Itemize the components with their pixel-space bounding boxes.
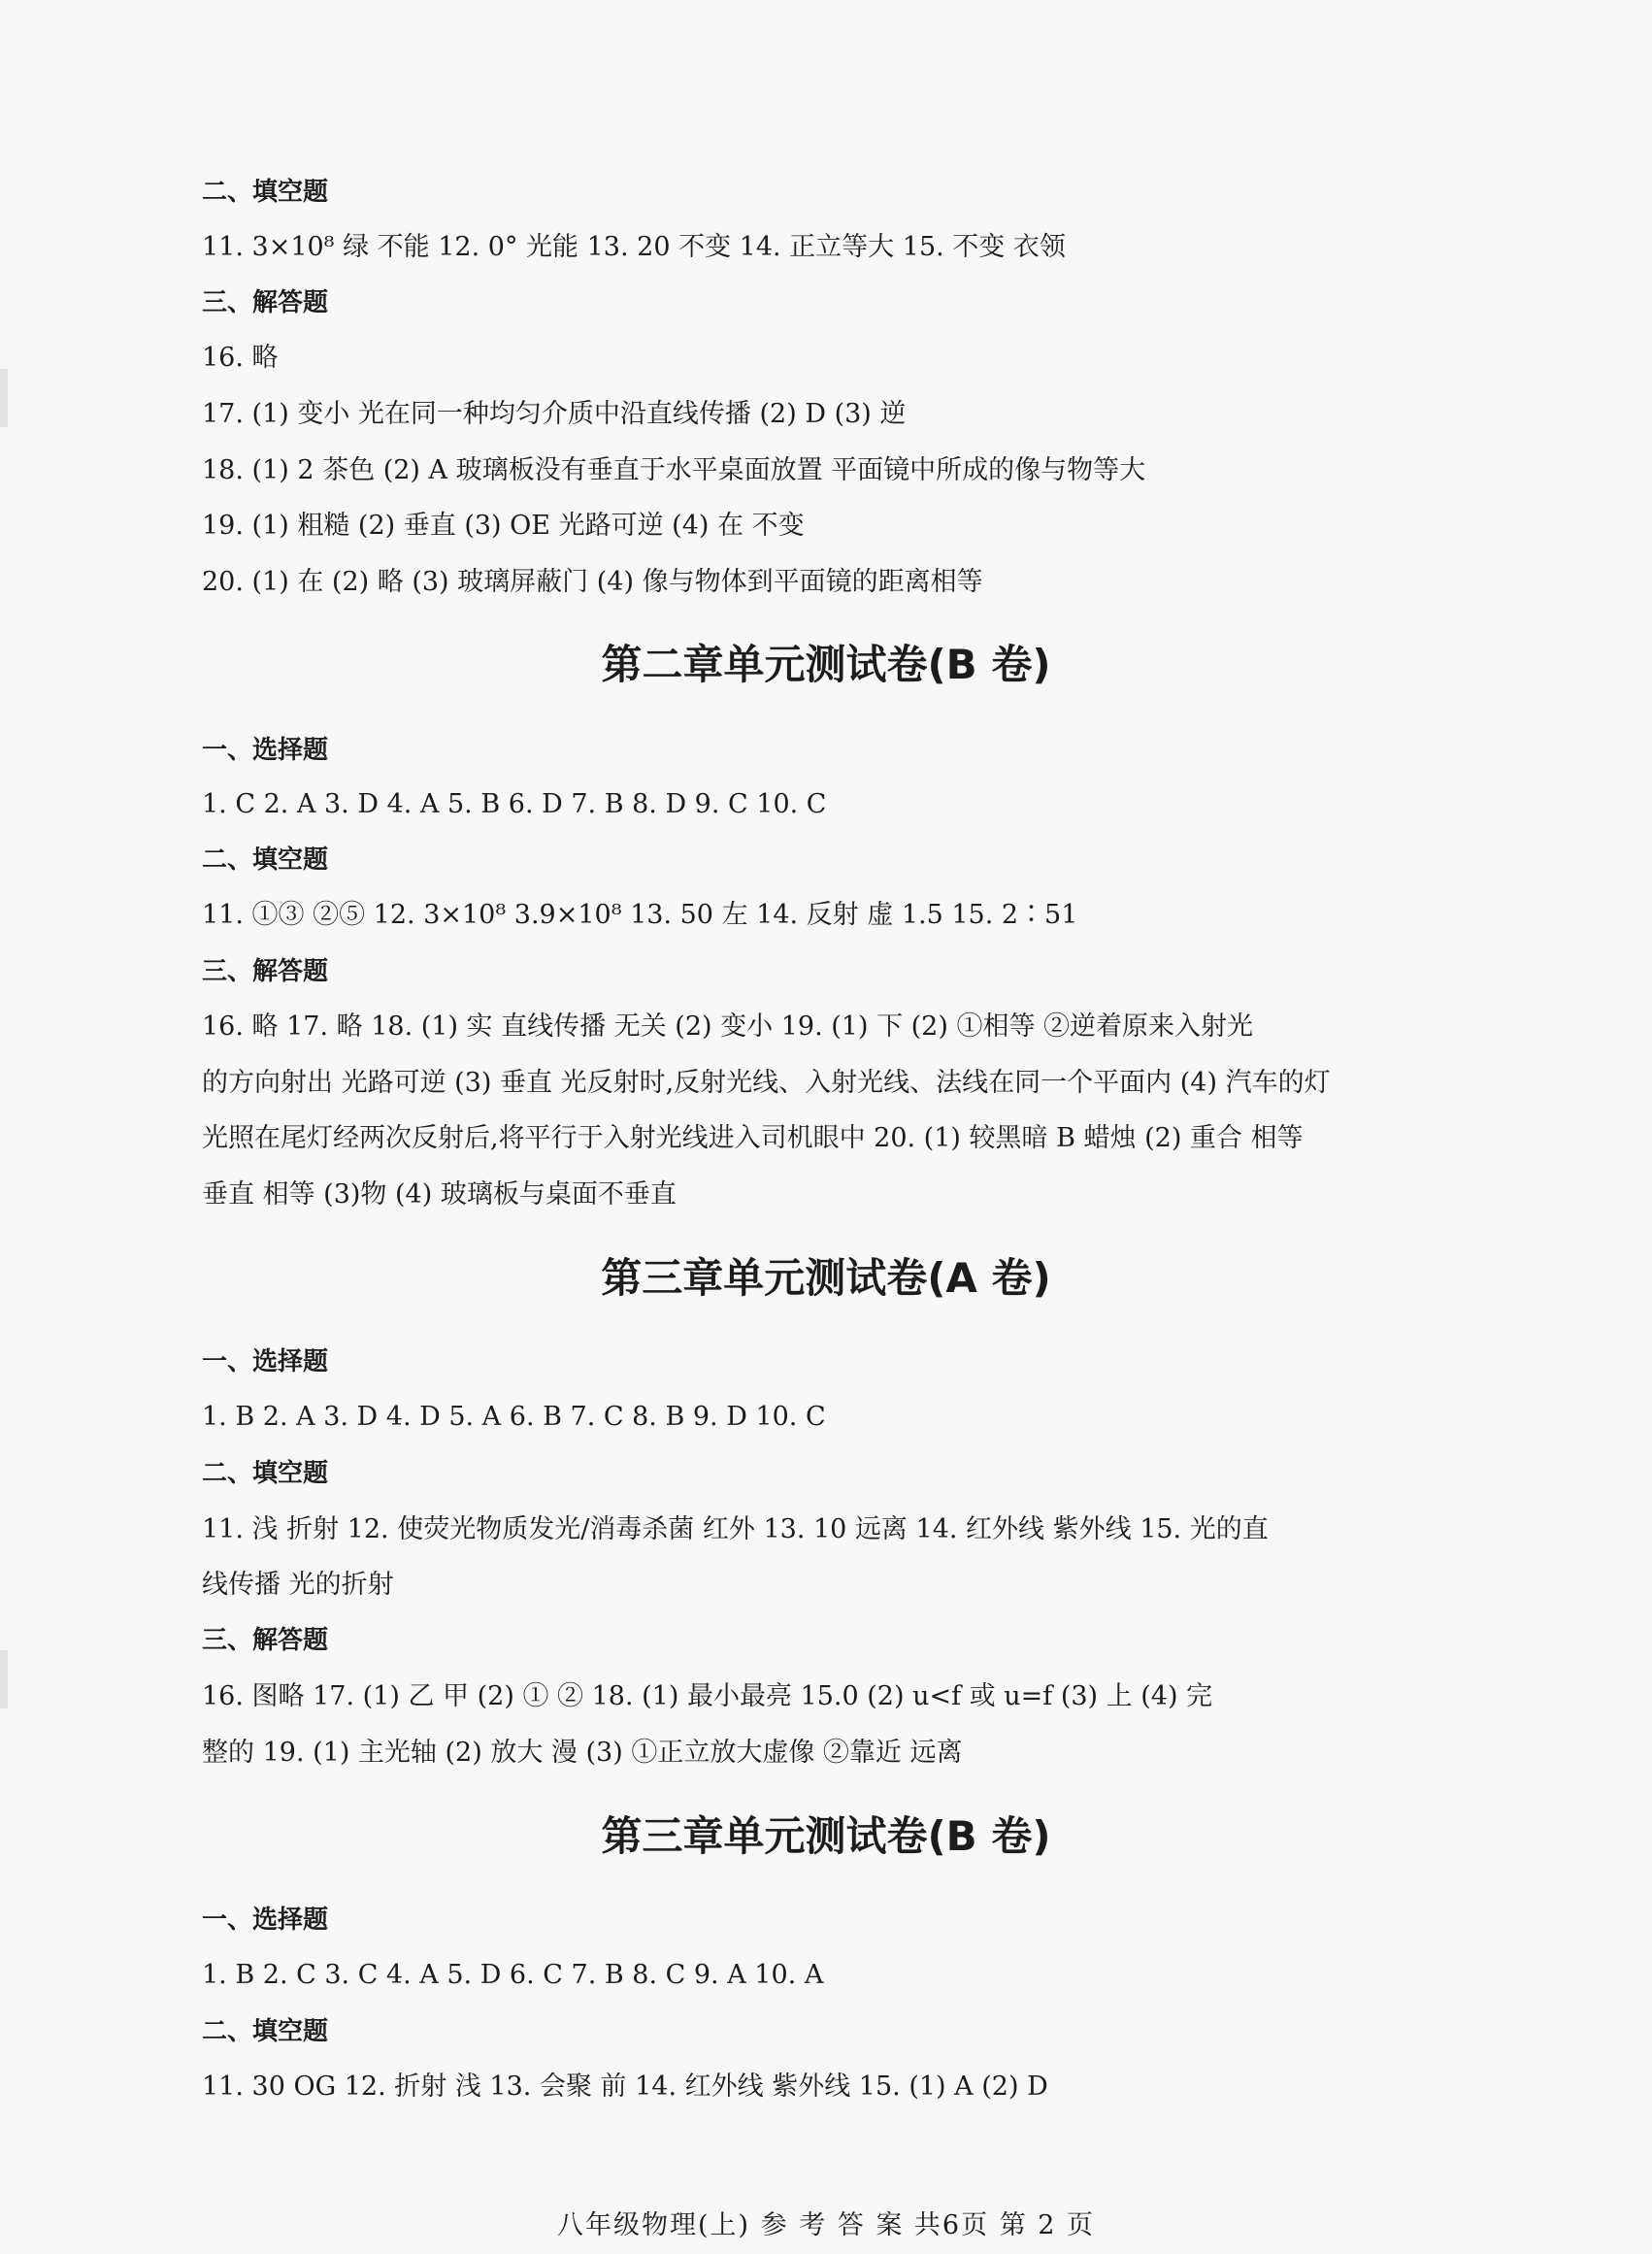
section-heading: 二、填空题 [202,845,329,875]
section-heading: 三、解答题 [202,288,329,317]
chapter-title: 第二章单元测试卷(B 卷) [601,641,1051,688]
answer-line: 线传播 光的折射 [202,1570,394,1600]
answer-line: 11. ①③ ②⑤ 12. 3×10⁸ 3.9×10⁸ 13. 50 左 14. 反射 虚 1.5 15. 2∶51 [202,900,1078,930]
answer-line: 19. (1) 粗糙 (2) 垂直 (3) OE 光路可逆 (4) 在 不变 [202,511,805,541]
section-heading: 一、选择题 [202,1906,329,1935]
answer-line: 18. (1) 2 茶色 (2) A 玻璃板没有垂直于水平桌面放置 平面镜中所成的像与物等大 [202,455,1146,485]
section-heading: 一、选择题 [202,736,329,765]
answer-line: 11. 3×10⁸ 绿 不能 12. 0° 光能 13. 20 不变 14. 正立等大 15. 不变 衣领 [202,232,1066,262]
chapter-title: 第三章单元测试卷(A 卷) [601,1254,1051,1302]
page-edge-shadow [0,1650,8,1708]
answer-line: 16. 图略 17. (1) 乙 甲 (2) ① ② 18. (1) 最小最亮 15.0 (2) u<f 或 u=f (3) 上 (4) 完 [202,1681,1213,1711]
answer-line: 的方向射出 光路可逆 (3) 垂直 光反射时,反射光线、入射光线、法线在同一个平面内 (4) 汽车的灯 [202,1068,1331,1098]
chapter-title: 第三章单元测试卷(B 卷) [601,1812,1051,1860]
page-footer: 八年级物理(上) 参 考 答 案 共6页 第 2 页 [556,2210,1096,2240]
answer-line: 1. B 2. C 3. C 4. A 5. D 6. C 7. B 8. C 9. A 10. A [202,1960,824,1990]
answer-line: 11. 浅 折射 12. 使荧光物质发光/消毒杀菌 红外 13. 10 远离 14. 红外线 紫外线 15. 光的直 [202,1514,1269,1544]
page-edge-shadow [0,369,8,427]
section-heading: 二、填空题 [202,1459,329,1488]
answer-line: 1. C 2. A 3. D 4. A 5. B 6. D 7. B 8. D 9. C 10. C [202,789,827,819]
answer-line: 整的 19. (1) 主光轴 (2) 放大 漫 (3) ①正立放大虚像 ②靠近 远离 [202,1738,963,1768]
answer-line: 17. (1) 变小 光在同一种均匀介质中沿直线传播 (2) D (3) 逆 [202,399,907,429]
section-heading: 二、填空题 [202,178,329,207]
answer-line: 16. 略 17. 略 18. (1) 实 直线传播 无关 (2) 变小 19. (1) 下 (2) ①相等 ②逆着原来入射光 [202,1011,1254,1042]
answer-line: 16. 略 [202,343,279,373]
answer-line: 1. B 2. A 3. D 4. D 5. A 6. B 7. C 8. B 9. D 10. C [202,1402,826,1432]
answer-line: 垂直 相等 (3)物 (4) 玻璃板与桌面不垂直 [202,1179,677,1210]
answer-line: 20. (1) 在 (2) 略 (3) 玻璃屏蔽门 (4) 像与物体到平面镜的距离相等 [202,567,983,597]
section-heading: 三、解答题 [202,1626,329,1655]
section-heading: 二、填空题 [202,2017,329,2046]
answer-line: 光照在尾灯经两次反射后,将平行于入射光线进入司机眼中 20. (1) 较黑暗 B 蜡烛 (2) 重合 相等 [202,1123,1304,1153]
section-heading: 一、选择题 [202,1347,329,1376]
answer-line: 11. 30 OG 12. 折射 浅 13. 会聚 前 14. 红外线 紫外线 15. (1) A (2) D [202,2072,1048,2102]
section-heading: 三、解答题 [202,957,329,986]
